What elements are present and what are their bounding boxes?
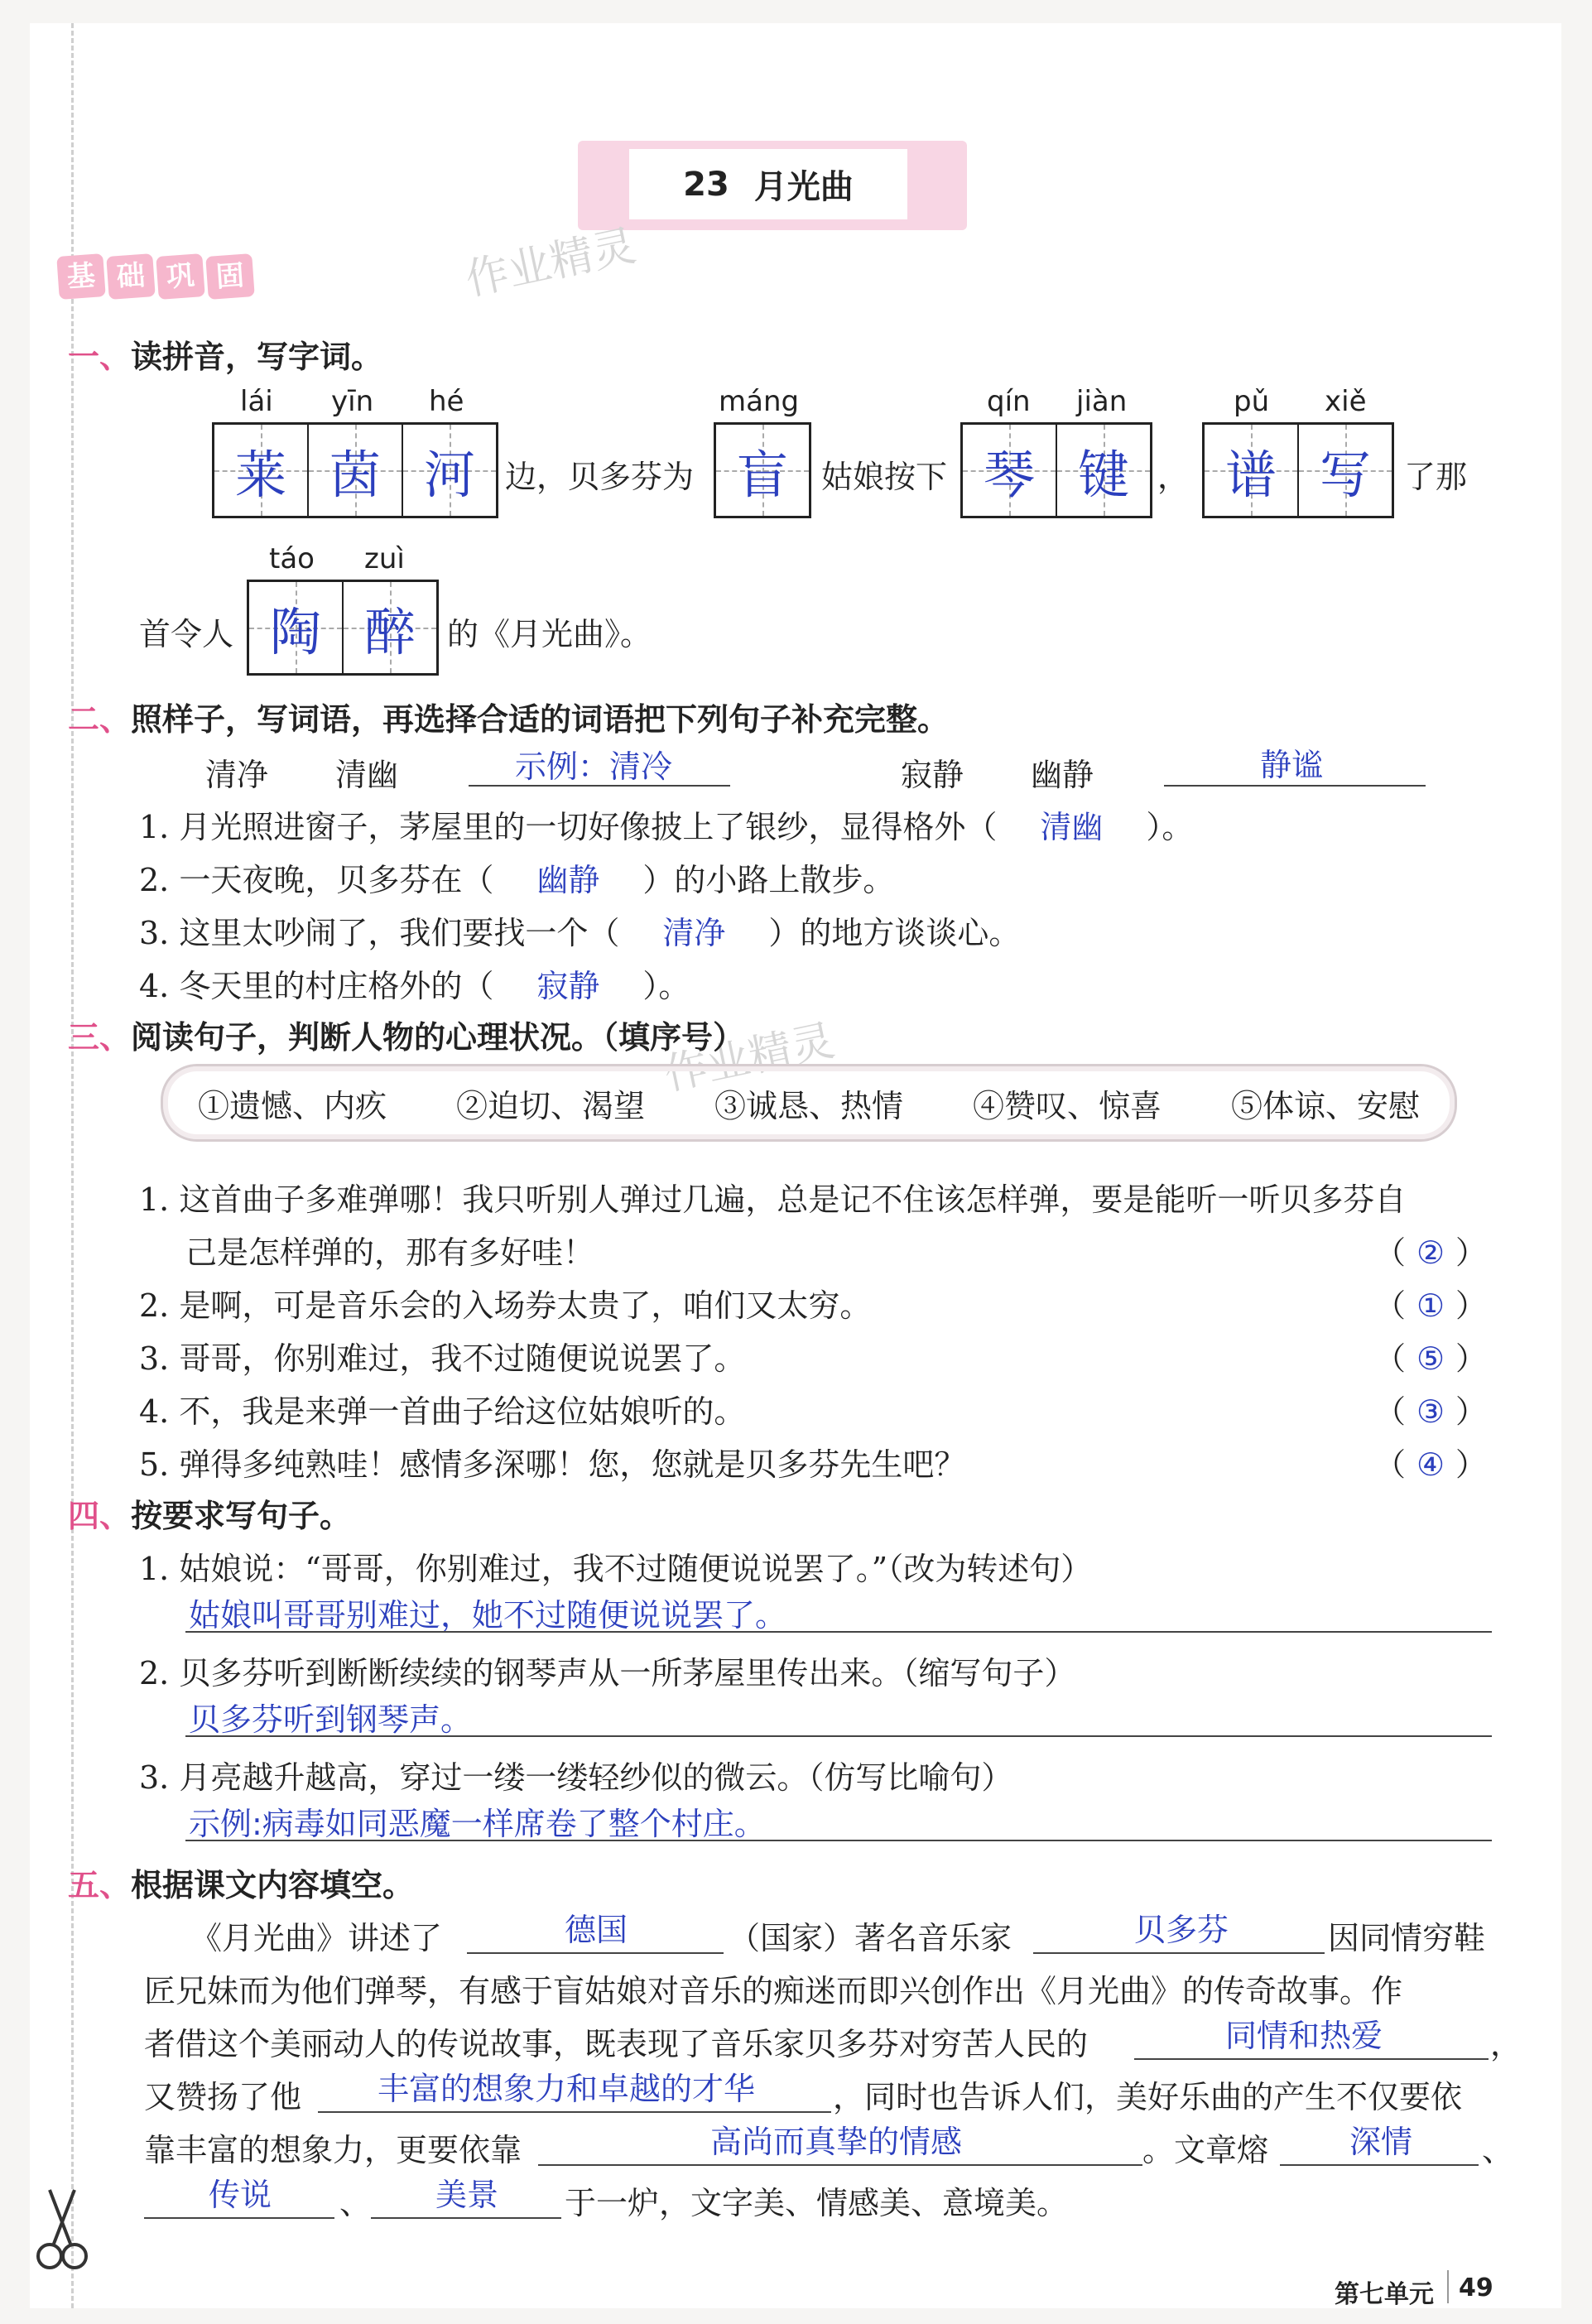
lesson-number: 23 — [683, 165, 729, 204]
section-4-heading: 四、按要求写句子。 — [68, 1498, 352, 1534]
text: 《月光曲》讲述了 — [190, 1920, 443, 1956]
text: 又赞扬了他 — [144, 2079, 302, 2115]
char-cell: 河 — [403, 425, 496, 516]
question: 2. 贝多芬听到断断续续的钢琴声从一所茅屋里传出来。（缩写句子） — [139, 1655, 1076, 1691]
answer: 示例:病毒如同恶魔一样席卷了整个村庄。 — [189, 1806, 766, 1842]
scissors-icon — [33, 2186, 91, 2280]
text: 靠丰富的想象力，更要依靠 — [144, 2132, 522, 2168]
char-grid-5 — [247, 580, 439, 676]
answer-paren: （ ③ ） — [1374, 1393, 1488, 1430]
question: 3. 这里太吵闹了，我们要找一个（ 清净 ）的地方谈谈心。 — [139, 915, 1021, 951]
answer-line — [185, 1631, 1492, 1633]
answer-paren: （ ⑤ ） — [1374, 1340, 1488, 1377]
answer: 传说 — [209, 2177, 272, 2213]
question-cont: 己是怎样弹的，那有多好哇！ — [185, 1234, 595, 1271]
pinyin: pǔ — [1234, 385, 1270, 418]
tag-char: 础 — [106, 253, 155, 300]
word: 清净 — [205, 757, 269, 793]
text: 。文章熔 — [1142, 2132, 1269, 2168]
watermark: 作业精灵 — [461, 220, 641, 306]
char-cell: 琴 — [963, 425, 1057, 516]
answer-line — [1033, 1952, 1325, 1954]
question: 4. 冬天里的村庄格外的（ 寂静 ）。 — [139, 968, 690, 1004]
question: 3. 哥哥，你别难过，我不过随便说说罢了。 — [139, 1340, 746, 1377]
answer: 深情 — [1349, 2124, 1413, 2160]
answer-line — [1164, 785, 1426, 787]
pinyin: lái — [240, 385, 273, 418]
question: 5. 弹得多纯熟哇！感情多深哪！您，您就是贝多芬先生吧？ — [139, 1446, 966, 1483]
option: ④赞叹、惊喜 — [972, 1087, 1162, 1124]
answer: 静谧 — [1260, 747, 1324, 783]
text: 、 — [1482, 2132, 1514, 2168]
word: 寂静 — [901, 757, 964, 793]
answer: 高尚而真挚的情感 — [710, 2124, 963, 2160]
text: 边，贝多芬为 — [505, 459, 695, 495]
text: 姑娘按下 — [821, 459, 948, 495]
answer-paren: （ ① ） — [1374, 1287, 1488, 1324]
char-cell: 盲 — [716, 425, 809, 516]
answer-line — [185, 1735, 1492, 1737]
section-3-heading: 三、阅读句子，判断人物的心理状况。（填序号） — [68, 1019, 745, 1056]
word: 清幽 — [335, 757, 399, 793]
answer-line — [467, 1952, 724, 1954]
word: 幽静 — [1031, 757, 1094, 793]
text: 匠兄妹而为他们弹琴，有感于盲姑娘对音乐的痴迷而即兴创作出《月光曲》的传奇故事。作 — [144, 1973, 1403, 2009]
answer: 姑娘叫哥哥别难过，她不过随便说说罢了。 — [189, 1597, 787, 1634]
section-5-heading: 五、根据课文内容填空。 — [68, 1867, 415, 1903]
question: 1. 月光照进窗子，茅屋里的一切好像披上了银纱，显得格外（ 清幽 ）。 — [139, 809, 1194, 845]
option: ③诚恳、热情 — [714, 1087, 903, 1124]
question: 3. 月亮越升越高，穿过一缕一缕轻纱似的微云。（仿写比喻句） — [139, 1759, 1013, 1796]
answer: 美景 — [435, 2177, 499, 2213]
pinyin: xiě — [1325, 385, 1367, 418]
answer: 同情和热爱 — [1225, 2018, 1383, 2054]
text: 首令人 — [139, 616, 234, 652]
text: ， — [1157, 459, 1190, 495]
answer-paren: （ ④ ） — [1374, 1446, 1488, 1483]
footer-divider — [1447, 2270, 1449, 2303]
text: ，同时也告诉人们，美好乐曲的产生不仅要依 — [833, 2079, 1463, 2115]
char-cell: 键 — [1057, 425, 1150, 516]
unit-label: 第七单元 — [1335, 2280, 1434, 2309]
char-grid-4 — [1202, 422, 1394, 518]
question: 2. 一天夜晚，贝多芬在（ 幽静 ）的小路上散步。 — [139, 862, 895, 898]
pinyin: hé — [429, 385, 464, 418]
section-tag — [58, 255, 253, 298]
lesson-name: 月光曲 — [753, 168, 854, 206]
question: 1. 姑娘说：“哥哥，你别难过，我不过随便说说罢了。”（改为转述句） — [139, 1551, 1093, 1587]
option: ⑤体谅、安慰 — [1230, 1087, 1420, 1124]
answer: 贝多芬 — [1134, 1912, 1229, 1948]
section-1-heading: 一、读拼音，写字词。 — [68, 339, 383, 375]
char-cell: 写 — [1299, 425, 1392, 516]
char-cell: 莱 — [214, 425, 309, 516]
question: 2. 是啊，可是音乐会的入场券太贵了，咱们又太穷。 — [139, 1287, 872, 1324]
answer: 丰富的想象力和卓越的才华 — [378, 2071, 756, 2107]
section-2-heading: 二、照样子，写词语，再选择合适的词语把下列句子补充完整。 — [68, 701, 950, 738]
answer-line — [1134, 2058, 1489, 2060]
answer: 贝多芬听到钢琴声。 — [189, 1701, 473, 1738]
text: 因同情穷鞋 — [1328, 1920, 1486, 1956]
char-grid-3 — [960, 422, 1152, 518]
char-cell: 陶 — [249, 582, 344, 673]
page-number: 49 — [1459, 2273, 1493, 2302]
text: 于一炉，文字美、情感美、意境美。 — [565, 2185, 1069, 2221]
option: ②迫切、渴望 — [455, 1087, 645, 1124]
watermark: 作业精灵 — [660, 1015, 839, 1100]
answer-line — [185, 1840, 1492, 1841]
lesson-title — [629, 149, 907, 219]
pinyin: yīn — [331, 385, 374, 418]
example-answer: 示例：清冷 — [515, 748, 673, 785]
answer-line — [538, 2164, 1142, 2166]
answer-line — [371, 2217, 561, 2219]
text: 了那 — [1404, 459, 1468, 495]
char-cell: 谱 — [1205, 425, 1299, 516]
question: 1. 这首曲子多难弹哪！我只听别人弹过几遍，总是记不住该怎样弹，要是能听一听贝多芬自 — [139, 1181, 1407, 1218]
text: 者借这个美丽动人的传说故事，既表现了音乐家贝多芬对穷苦人民的 — [144, 2026, 1089, 2062]
text: 的《月光曲》。 — [447, 616, 652, 652]
options-box — [161, 1064, 1457, 1142]
pinyin: táo — [269, 542, 315, 575]
char-cell: 醉 — [344, 582, 436, 673]
char-cell: 茵 — [309, 425, 403, 516]
pinyin: zuì — [364, 542, 405, 575]
answer: 德国 — [565, 1912, 628, 1948]
tag-char: 巩 — [156, 253, 204, 300]
answer-line — [318, 2111, 831, 2113]
text: ， — [1490, 2026, 1522, 2062]
pinyin: qín — [987, 385, 1031, 418]
text: 、 — [339, 2185, 372, 2221]
char-grid-2 — [714, 422, 811, 518]
question: 4. 不，我是来弹一首曲子给这位姑娘听的。 — [139, 1393, 746, 1430]
char-grid-1 — [212, 422, 498, 518]
tag-char: 固 — [205, 253, 254, 300]
text: （国家）著名音乐家 — [729, 1920, 1012, 1956]
answer-line — [144, 2217, 334, 2219]
answer-line — [1280, 2164, 1479, 2166]
pinyin: máng — [719, 385, 800, 418]
tag-char: 基 — [56, 253, 105, 300]
option: ①遗憾、内疚 — [197, 1087, 387, 1124]
answer-paren: （ ② ） — [1374, 1234, 1488, 1271]
pinyin: jiàn — [1076, 385, 1128, 418]
